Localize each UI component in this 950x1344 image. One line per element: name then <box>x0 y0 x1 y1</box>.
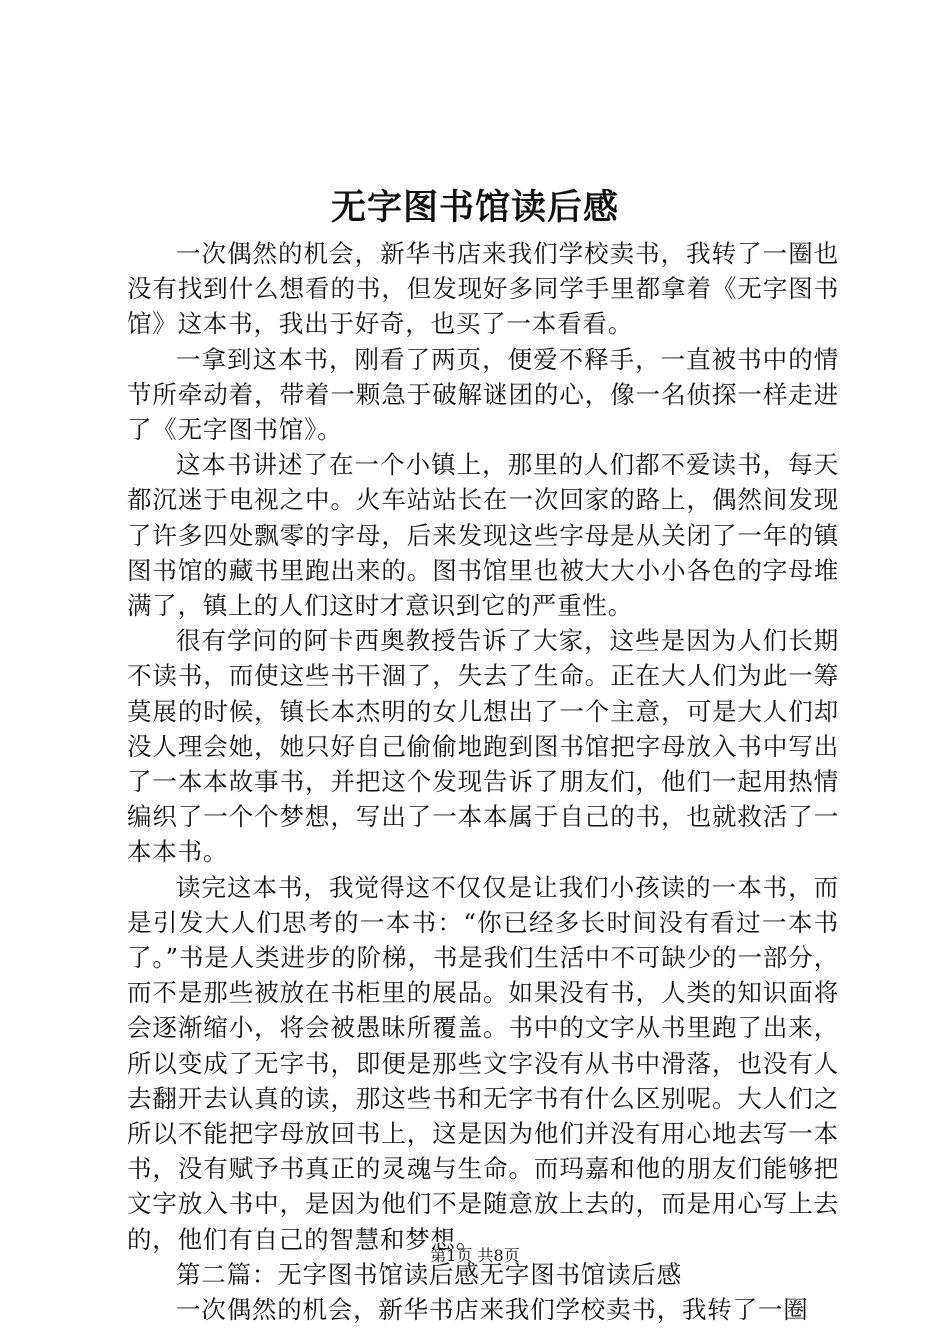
paragraph: 很有学问的阿卡西奥教授告诉了大家，这些是因为人们长期不读书，而使这些书干涸了，失去了生命。正在大人们为此一筹莫展的时候，镇长本杰明的女儿想出了一个主意，可是大人们却没人理会她，她只好自己偷偷地跑到图书馆把字母放入书中写出了一本本故事书，并把这个发现告诉了朋友们，他们一起用热情编织了一个个梦想，写出了一本本属于自己的书，也就救活了一本本书。 <box>127 626 839 867</box>
paragraph: 一拿到这本书，刚看了两页，便爱不释手，一直被书中的情节所牵动着，带着一颗急于破解谜团的心，像一名侦探一样走进了《无字图书馆》。 <box>127 344 839 445</box>
paragraph: 一次偶然的机会，新华书店来我们学校卖书，我转了一圈 <box>176 1295 809 1325</box>
paragraph: 这本书讲述了在一个小镇上，那里的人们都不爱读书，每天都沉迷于电视之中。火车站站长在一次回家的路上，偶然间发现了许多四处飘零的字母，后来发现这些字母是从关闭了一年的镇图书馆的藏书里跑出来的。图书馆里也被大大小小各色的字母堆满了，镇上的人们这时才意识到它的严重性。 <box>127 450 839 621</box>
page-number-footer: 第1页 共8页 <box>430 1246 520 1265</box>
section-heading: 第二篇：无字图书馆读后感无字图书馆读后感 <box>176 1259 682 1289</box>
paragraph: 读完这本书，我觉得这不仅仅是让我们小孩读的一本书，而是引发大人们思考的一本书：“你已经多长时间没有看过一本书了。”书是人类进步的阶梯，书是我们生活中不可缺少的一部分，而不是那些被放在书柜里的展品。如果没有书，人类的知识面将会逐渐缩小，将会被愚昧所覆盖。书中的文字从书里跑了出来，所以变成了无字书，即便是那些文字没有从书中滑落，也没有人去翻开去认真的读，那这些书和无字书有什么区别呢。大人们之所以不能把字母放回书上，这是因为他们并没有用心地去写一本书，没有赋予书真正的灵魂与生命。而玛嘉和他的朋友们能够把文字放入书中，是因为他们不是随意放上去的，而是用心写上去的，他们有自己的智慧和梦想。 <box>127 872 839 1254</box>
paragraph: 一次偶然的机会，新华书店来我们学校卖书，我转了一圈也没有找到什么想看的书，但发现好多同学手里都拿着《无字图书馆》这本书，我出于好奇，也买了一本看看。 <box>127 239 839 339</box>
document-title: 无字图书馆读后感 <box>330 187 619 228</box>
document-body <box>127 236 839 1327</box>
